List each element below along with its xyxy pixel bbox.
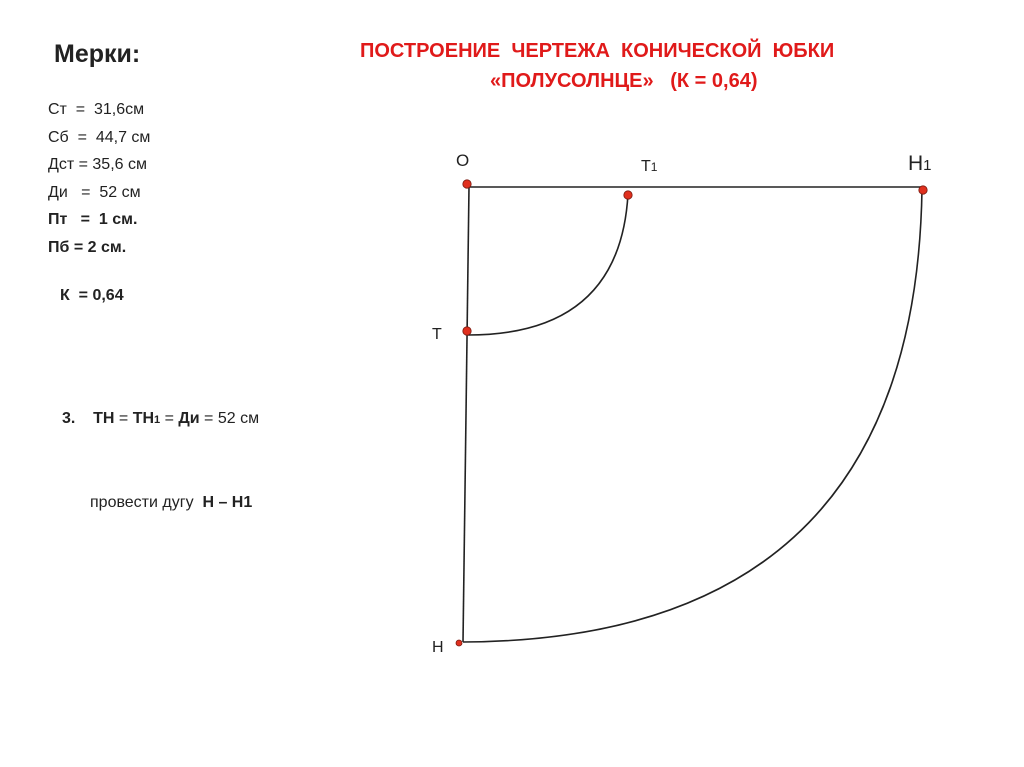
- point-h: [456, 640, 462, 646]
- label-t: Т: [432, 326, 442, 343]
- label-h: Н: [432, 639, 444, 656]
- step-th1: ТН1: [132, 410, 161, 427]
- arc-h-h1: [463, 189, 922, 642]
- step-di: Ди: [178, 410, 200, 427]
- title-line-1: ПОСТРОЕНИЕ ЧЕРТЕЖА КОНИЧЕСКОЙ ЮБКИ: [360, 40, 835, 62]
- label-t1: Т1: [641, 158, 658, 175]
- step-number: 3.: [62, 410, 76, 427]
- point-h1: [919, 186, 927, 194]
- measurement-di: Ди = 52 см: [48, 183, 141, 201]
- label-h1: Н1: [908, 152, 932, 175]
- step-eq-2: =: [160, 410, 179, 427]
- measurements-heading: Мерки:: [54, 40, 141, 68]
- measurement-pb: Пб = 2 см.: [48, 238, 127, 256]
- step-th: ТН: [93, 410, 115, 427]
- measurement-dst: Дст = 35,6 см: [48, 156, 147, 173]
- title-line-2: «ПОЛУСОЛНЦЕ» (К = 0,64): [490, 70, 758, 92]
- point-t1: [624, 191, 632, 199]
- label-o: О: [456, 151, 470, 170]
- measurement-st: Ст = 31,6см: [48, 101, 145, 118]
- step-eq-1: =: [114, 410, 133, 427]
- step-value: = 52 см: [199, 410, 260, 427]
- point-t: [463, 327, 471, 335]
- coefficient-k: К = 0,64: [60, 287, 124, 304]
- instruction-text: провести дугу: [90, 494, 203, 511]
- arc-t-t1: [468, 194, 628, 335]
- point-o: [463, 180, 471, 188]
- line-o-h: [463, 187, 469, 642]
- instruction-arc: Н – Н1: [202, 494, 253, 511]
- measurement-sb: Сб = 44,7 см: [48, 128, 151, 146]
- measurement-pt: Пт = 1 см.: [48, 211, 138, 228]
